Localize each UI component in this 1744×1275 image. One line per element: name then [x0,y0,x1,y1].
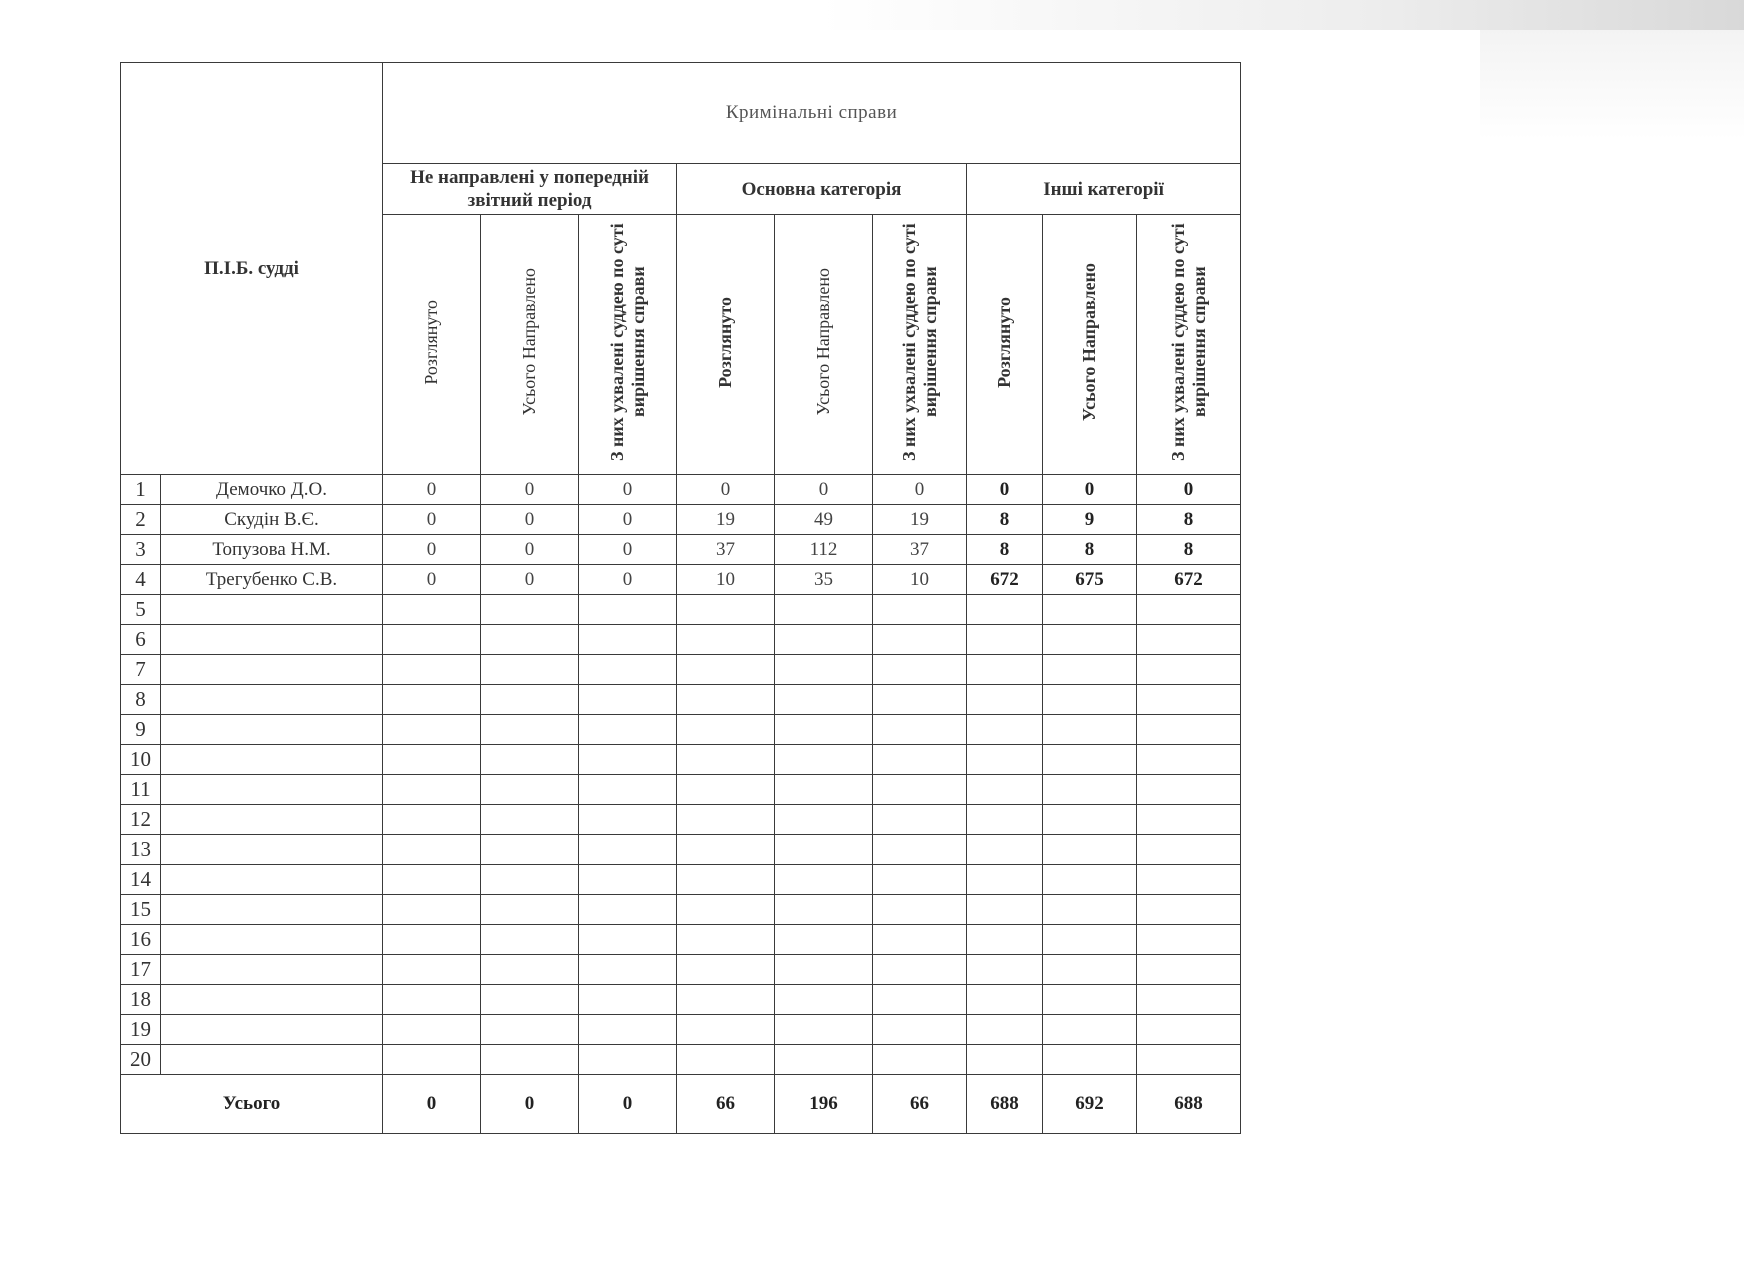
cell-value [1043,685,1137,715]
cell-value [481,775,579,805]
cell-value: 0 [383,505,481,535]
judge-name: Демочко Д.О. [161,475,383,505]
cell-value [579,745,677,775]
cell-value [481,1045,579,1075]
cell-value: 675 [1043,565,1137,595]
cell-value: 0 [383,535,481,565]
table-row [121,535,1241,565]
cell-value: 8 [1043,535,1137,565]
cell-value: 0 [579,475,677,505]
cell-value [873,715,967,745]
row-number: 19 [121,1015,161,1045]
cell-value [677,985,775,1015]
cell-value [383,685,481,715]
cell-value: 0 [579,565,677,595]
row-number: 2 [121,505,161,535]
judge-name [161,655,383,685]
cell-value [1137,985,1241,1015]
cell-value [1043,1045,1137,1075]
cell-value [1137,955,1241,985]
cell-value [383,865,481,895]
cell-value [1043,745,1137,775]
cell-value [873,925,967,955]
table-row [121,505,1241,535]
cell-value [775,865,873,895]
cell-value: 672 [1137,565,1241,595]
cell-value [775,955,873,985]
row-number: 12 [121,805,161,835]
cell-value [967,865,1043,895]
judge-name [161,955,383,985]
cell-value [677,925,775,955]
cell-value [873,985,967,1015]
cell-value [1043,835,1137,865]
cell-value [967,685,1043,715]
cell-value [775,595,873,625]
cell-value [873,1015,967,1045]
cell-value [1043,715,1137,745]
judge-name: Трегубенко С.В. [161,565,383,595]
cell-value: 0 [579,535,677,565]
subcol-header-total-sent: Усього Направлено [481,215,579,475]
cell-value [481,625,579,655]
table-row [121,865,1241,895]
cell-value [1137,715,1241,745]
cell-value [677,685,775,715]
cell-value [967,745,1043,775]
row-number: 17 [121,955,161,985]
cell-value [1043,775,1137,805]
cell-value [677,745,775,775]
table-row [121,655,1241,685]
total-value: 692 [1043,1075,1137,1134]
cell-value [775,985,873,1015]
cell-value [1137,835,1241,865]
cell-value [579,715,677,745]
cell-value: 0 [873,475,967,505]
table-row [121,925,1241,955]
cell-value [873,775,967,805]
cell-value [579,1045,677,1075]
cell-value [873,745,967,775]
cell-value: 0 [481,565,579,595]
cell-value [1137,685,1241,715]
cell-value [873,865,967,895]
cell-value: 19 [677,505,775,535]
cell-value [775,655,873,685]
cell-value [383,985,481,1015]
total-value: 196 [775,1075,873,1134]
table-row [121,715,1241,745]
cell-value [775,685,873,715]
cell-value [775,805,873,835]
cell-value [1043,895,1137,925]
cell-value [677,655,775,685]
row-number: 5 [121,595,161,625]
cell-value: 672 [967,565,1043,595]
cell-value: 0 [1137,475,1241,505]
cell-value: 0 [481,535,579,565]
cell-value [873,625,967,655]
cell-value [1137,865,1241,895]
cell-value [677,955,775,985]
cell-value [1043,955,1137,985]
cell-value [775,745,873,775]
cell-value [383,925,481,955]
cell-value [775,925,873,955]
table-body [121,475,1241,1075]
cell-value [481,595,579,625]
cell-value [1043,625,1137,655]
cell-value [677,715,775,745]
subcol-header-considered: Розглянуто [383,215,481,475]
cell-value [1137,625,1241,655]
subcol-header-decided: З них ухвалені суддею по суті вирішення справи [873,215,967,475]
cell-value [579,685,677,715]
cell-value [775,1045,873,1075]
cell-value [481,865,579,895]
table-row [121,835,1241,865]
cell-value [967,595,1043,625]
cell-value [1137,925,1241,955]
cell-value: 8 [967,505,1043,535]
cell-value [967,655,1043,685]
cell-value [383,715,481,745]
cell-value [579,595,677,625]
table-row [121,895,1241,925]
cell-value [383,745,481,775]
cell-value [579,775,677,805]
cell-value [383,595,481,625]
cell-value [579,955,677,985]
table-row [121,745,1241,775]
cell-value [967,715,1043,745]
judge-name [161,805,383,835]
table-row [121,595,1241,625]
judge-name [161,775,383,805]
total-label: Усього [121,1075,383,1134]
total-value: 66 [873,1075,967,1134]
judge-name: Скудін В.Є. [161,505,383,535]
cell-value [677,865,775,895]
cell-value [1043,805,1137,835]
cell-value [481,685,579,715]
row-number: 3 [121,535,161,565]
cell-value [579,805,677,835]
cell-value [579,895,677,925]
judge-name [161,985,383,1015]
row-number: 4 [121,565,161,595]
cell-value [677,625,775,655]
table-row [121,775,1241,805]
cell-value: 37 [873,535,967,565]
table-row [121,805,1241,835]
cell-value [775,715,873,745]
subcol-header-considered: Розглянуто [677,215,775,475]
table-row [121,955,1241,985]
cell-value [1043,985,1137,1015]
row-number: 7 [121,655,161,685]
cell-value: 8 [1137,535,1241,565]
cell-value [967,1015,1043,1045]
group-header-other-categories: Інші категорії [967,164,1241,215]
row-number: 20 [121,1045,161,1075]
judge-name [161,925,383,955]
judge-name [161,865,383,895]
row-number: 14 [121,865,161,895]
row-number: 13 [121,835,161,865]
cell-value: 8 [967,535,1043,565]
cell-value [481,925,579,955]
judges-criminal-cases-table [120,62,1241,1134]
cell-value: 0 [579,505,677,535]
cell-value [873,595,967,625]
cell-value [967,895,1043,925]
cell-value: 112 [775,535,873,565]
total-value: 688 [967,1075,1043,1134]
cell-value: 0 [383,565,481,595]
cell-value: 0 [1043,475,1137,505]
cell-value [383,625,481,655]
cell-value: 35 [775,565,873,595]
cell-value [383,655,481,685]
cell-value [677,1045,775,1075]
cell-value [383,805,481,835]
cell-value [967,925,1043,955]
cell-value [481,985,579,1015]
cell-value: 19 [873,505,967,535]
cell-value [677,775,775,805]
cell-value [677,1015,775,1045]
cell-value: 10 [677,565,775,595]
cell-value [967,835,1043,865]
cell-value [383,1045,481,1075]
subcol-header-decided: З них ухвалені суддею по суті вирішення справи [1137,215,1241,475]
scan-shadow-top [820,0,1744,30]
cell-value [775,835,873,865]
judge-name [161,745,383,775]
cell-value: 0 [481,505,579,535]
judge-name [161,685,383,715]
subcol-header-considered: Розглянуто [967,215,1043,475]
table-row [121,565,1241,595]
cell-value [775,775,873,805]
cell-value [873,895,967,925]
cell-value [579,985,677,1015]
judge-name [161,895,383,925]
cell-value [1137,655,1241,685]
row-number: 10 [121,745,161,775]
cell-value [1043,655,1137,685]
table-row [121,475,1241,505]
total-value: 0 [383,1075,481,1134]
group-header-main-category: Основна категорія [677,164,967,215]
cell-value: 10 [873,565,967,595]
cell-value [873,805,967,835]
cell-value [677,595,775,625]
cell-value [481,895,579,925]
cell-value [383,835,481,865]
cell-value [677,895,775,925]
cell-value [1137,775,1241,805]
cell-value [383,895,481,925]
cell-value [1137,595,1241,625]
cell-value [677,805,775,835]
cell-value [1137,1045,1241,1075]
subcol-header-total-sent: Усього Направлено [775,215,873,475]
cell-value [873,655,967,685]
cell-value [481,745,579,775]
table-row [121,625,1241,655]
cell-value [579,655,677,685]
total-row [121,1075,1241,1134]
cell-value [481,715,579,745]
total-value: 0 [481,1075,579,1134]
cell-value: 0 [481,475,579,505]
cell-value [775,1015,873,1045]
cell-value [383,955,481,985]
judge-name [161,1015,383,1045]
cell-value [1137,805,1241,835]
row-number: 6 [121,625,161,655]
cell-value [1137,745,1241,775]
cell-value [383,775,481,805]
cell-value [579,1015,677,1045]
cell-value [677,835,775,865]
cell-value [481,955,579,985]
cell-value [873,835,967,865]
cell-value [1137,895,1241,925]
cell-value [1043,1015,1137,1045]
cell-value [579,865,677,895]
subcol-header-decided: З них ухвалені суддею по суті вирішення справи [579,215,677,475]
judge-name [161,1045,383,1075]
cell-value [967,1045,1043,1075]
cell-value [873,685,967,715]
cell-value [383,1015,481,1045]
judge-name [161,715,383,745]
row-number: 16 [121,925,161,955]
scan-shadow-corner [1480,30,1744,140]
cell-value: 49 [775,505,873,535]
cell-value [1043,925,1137,955]
cell-value: 0 [677,475,775,505]
cell-value [481,655,579,685]
total-value: 66 [677,1075,775,1134]
cell-value [967,955,1043,985]
cell-value: 0 [383,475,481,505]
cell-value [579,925,677,955]
group-header-not-sent: Не направлені у попередній звітний період [383,164,677,215]
judge-name [161,595,383,625]
subcol-header-total-sent: Усього Направлено [1043,215,1137,475]
cell-value [579,835,677,865]
cell-value [481,835,579,865]
cell-value [1043,595,1137,625]
row-number: 8 [121,685,161,715]
judge-name [161,625,383,655]
pib-header: П.І.Б. судді [121,63,383,475]
cell-value [481,1015,579,1045]
table-row [121,1015,1241,1045]
table-row [121,1045,1241,1075]
cell-value: 0 [967,475,1043,505]
judge-name [161,835,383,865]
cell-value [579,625,677,655]
row-number: 11 [121,775,161,805]
judge-name: Топузова Н.М. [161,535,383,565]
cell-value [873,1045,967,1075]
table-row [121,985,1241,1015]
criminal-cases-header: Кримінальні справи [383,63,1241,164]
cell-value [967,775,1043,805]
cell-value: 9 [1043,505,1137,535]
cell-value [873,955,967,985]
row-number: 9 [121,715,161,745]
cell-value [1043,865,1137,895]
total-value: 0 [579,1075,677,1134]
cell-value [775,895,873,925]
cell-value [1137,1015,1241,1045]
table-row [121,685,1241,715]
row-number: 1 [121,475,161,505]
cell-value: 8 [1137,505,1241,535]
total-value: 688 [1137,1075,1241,1134]
cell-value [775,625,873,655]
cell-value [967,985,1043,1015]
row-number: 15 [121,895,161,925]
cell-value [967,625,1043,655]
cell-value [967,805,1043,835]
cell-value: 0 [775,475,873,505]
cell-value: 37 [677,535,775,565]
cell-value [481,805,579,835]
row-number: 18 [121,985,161,1015]
